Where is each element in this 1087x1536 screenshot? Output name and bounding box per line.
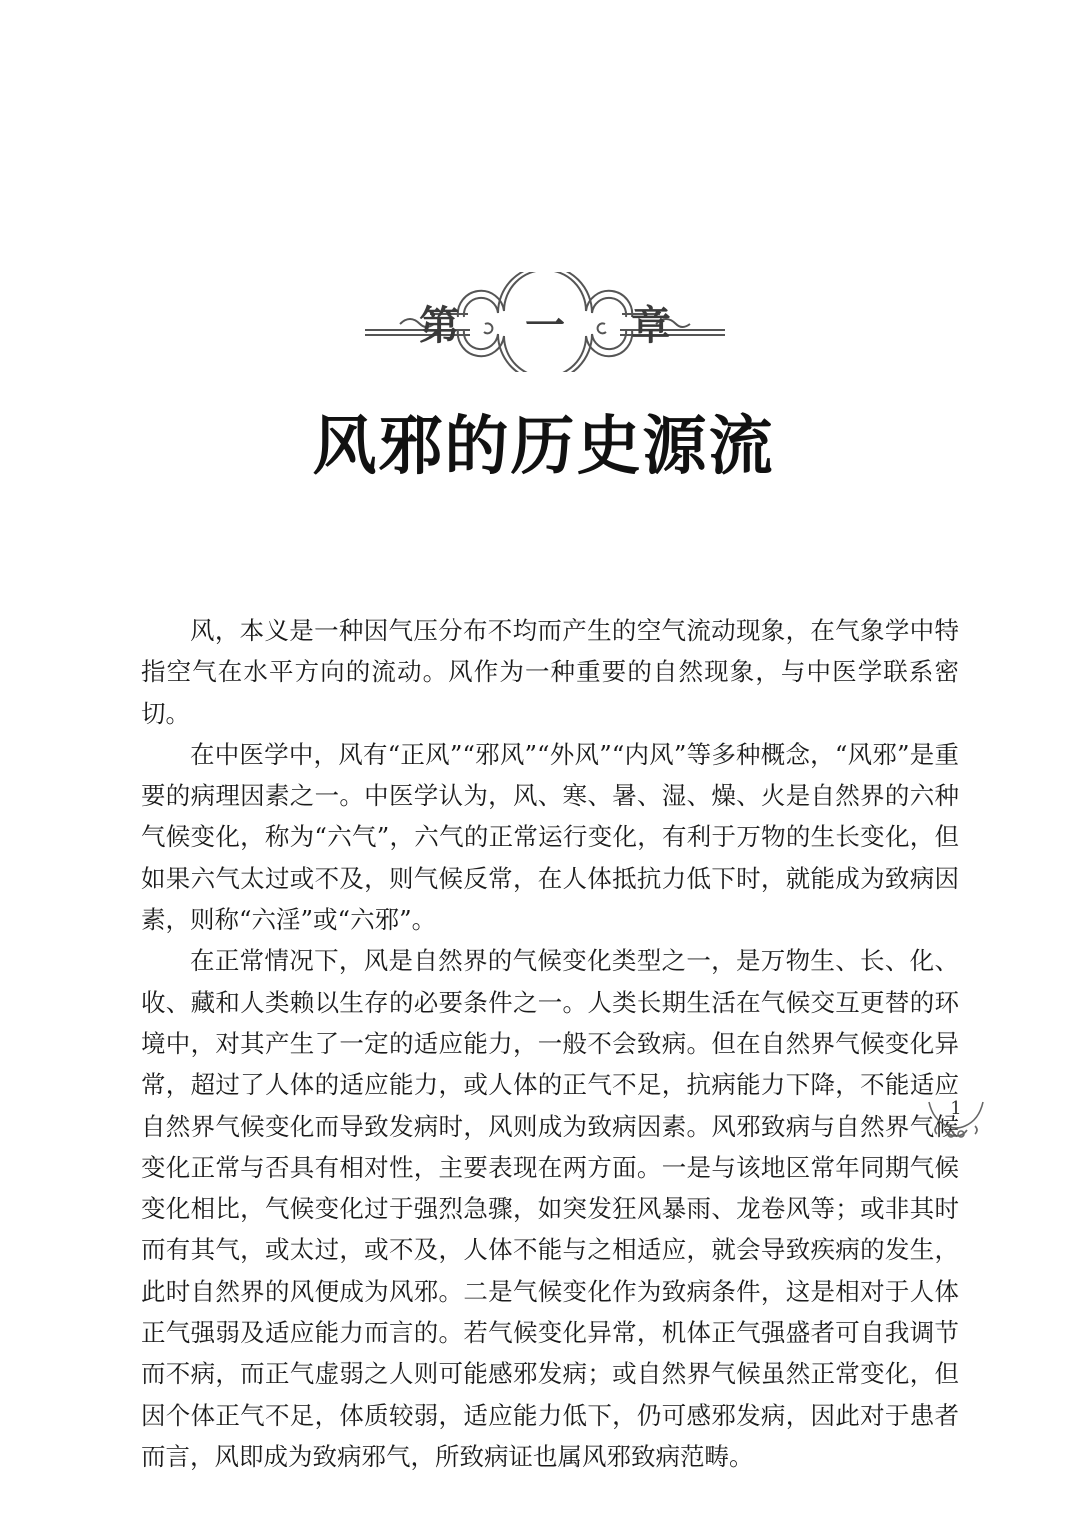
chapter-banner <box>360 272 730 372</box>
paragraph: 在中医学中，风有“正风”“邪风”“外风”“内风”等多种概念，“风邪”是重要的病理因素之一。中医学认为，风、寒、暑、湿、燥、火是自然界的六种气候变化，称为“六气”，六气的正常运行变化，有利于万物的生长变化，但如果六气太过或不及，则气候反常，在人体抵抗力低下时，就能成为致病因素，则称“六淫”或“六邪”。 <box>141 739 959 935</box>
chapter-number: 第 一 章 <box>419 303 697 349</box>
paragraph: 在正常情况下，风是自然界的气候变化类型之一，是万物生、长、化、收、藏和人类赖以生存的必要条件之一。人类长期生活在气候交互更替的环境中，对其产生了一定的适应能力，一般不会致病。但在自然界气候变化异常，超过了人体的适应能力，或人体的正气不足，抗病能力下降，不能适应自然界气候变化而导致发病时，风则成为致病因素。风邪致病与自然界气候变化正常与否具有相对性，主要表现在两方面。一是与该地区常年同期气候变化相比，气候变化过于强烈急骤，如突发狂风暴雨、龙卷风等；或非其时而有其气，或太过，或不及，人体不能与之相适应，就会导致疾病的发生，此时自然界的风便成为风邪。二是气候变化作为致病条件，这是相对于人体正气强弱及适应能力而言的。若气候变化异常，机体正气强盛者可自我调节而不病，而正气虚弱之人则可能感邪发病；或自然界气候虽然正常变化，但因个体正气不足，体质较弱，适应能力低下，仍可感邪发病，因此对于患者而言，风即成为致病邪气，所致病证也属风邪致病范畴。 <box>141 946 959 1471</box>
page-number: 1 <box>950 1098 962 1119</box>
chapter-title: 风邪的历史源流 <box>312 410 775 484</box>
paragraph: 风，本义是一种因气压分布不均而产生的空气流动现象，在气象学中特指空气在水平方向的流动。风作为一种重要的自然现象，与中医学联系密切。 <box>141 616 959 728</box>
body-text <box>141 610 959 1477</box>
